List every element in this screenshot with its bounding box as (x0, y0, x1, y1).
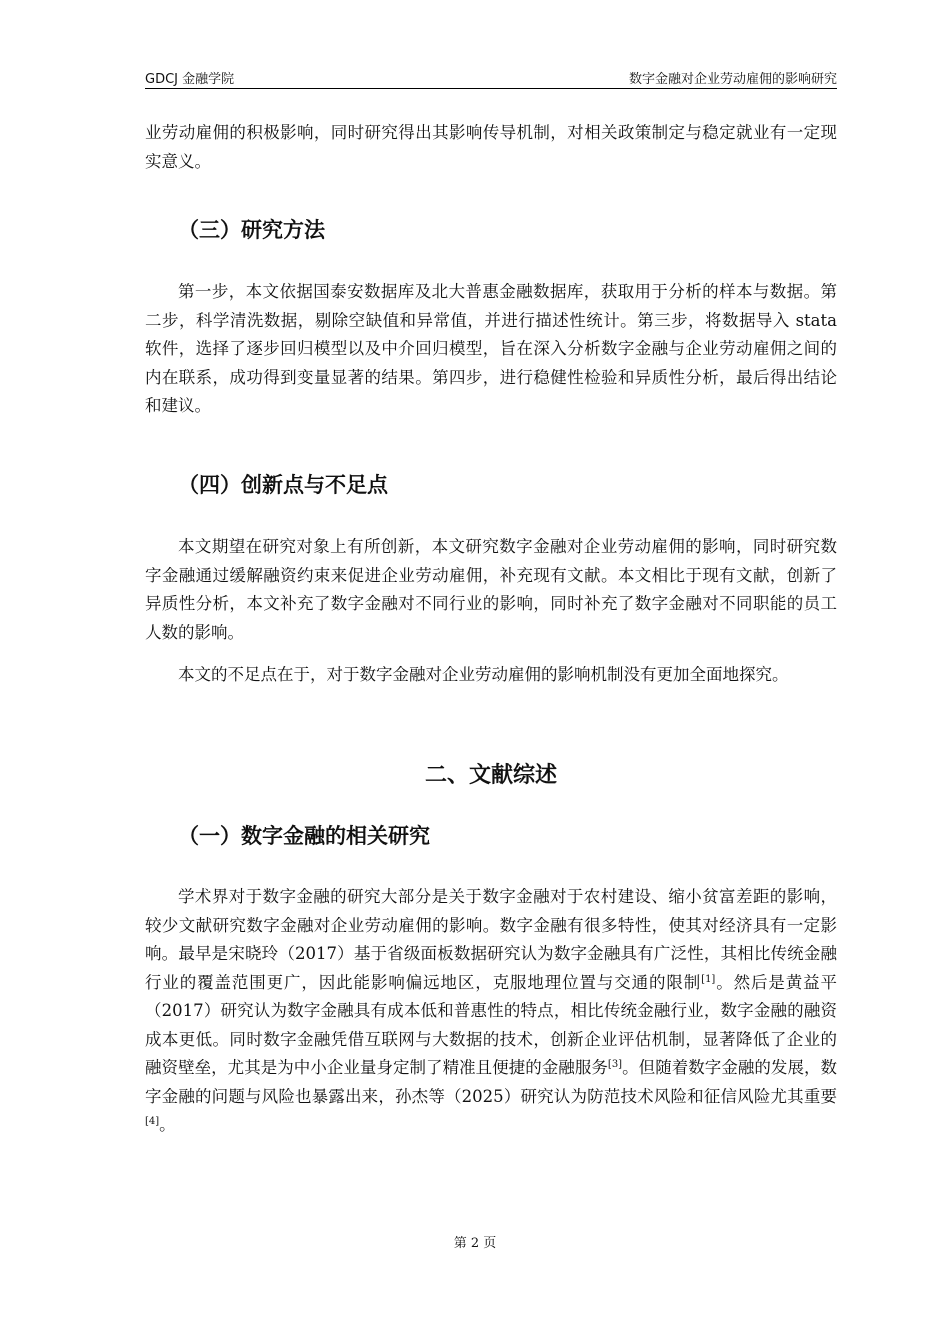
lit-text-part-c: 。但随着数字金融的发展，数字金融的问题与风险也暴露出来，孙杰等（2025）研究认为防范技术风险和征信风险尤其重要 (145, 1058, 838, 1106)
section-heading-research-methods: （三）研究方法 (178, 218, 325, 242)
citation-ref-3: [3] (607, 1059, 623, 1070)
paragraph-innovation: 本文期望在研究对象上有所创新，本文研究数字金融对企业劳动雇佣的影响，同时研究数字金融通过缓解融资约束来促进企业劳动雇佣，补充现有文献。本文相比于现有文献，创新了异质性分析，本文补充了数字金融对不同行业的影响，同时补充了数字金融对不同职能的员工人数的影响。 (145, 537, 837, 642)
lit-text-part-d: 。 (159, 1115, 176, 1134)
section-heading-innovation: （四）创新点与不足点 (178, 473, 388, 497)
page-number: 第 2 页 (453, 1236, 497, 1251)
paragraph-shortcomings: 本文的不足点在于，对于数字金融对企业劳动雇佣的影响机制没有更加全面地探究。 (178, 665, 789, 684)
header-institution: GDCJ 金融学院 (145, 72, 235, 87)
section-heading-digital-finance-research: （一）数字金融的相关研究 (178, 824, 430, 848)
lit-text-part-b: 。然后是黄益平（2017）研究认为数字金融具有成本低和普惠性的特点，相比传统金融行业，数字金融的融资成本更低。同时数字金融凭借互联网与大数据的技术，创新企业评估机制，显著降低了企业的融资壁垒，尤其是为中小企业量身定制了精准且便捷的金融服务 (145, 972, 838, 1077)
page-header (145, 68, 837, 89)
header-thesis-title: 数字金融对企业劳动雇佣的影响研究 (628, 72, 837, 87)
lit-text-part-a: 学术界对于数字金融的研究大部分是关于数字金融对于农村建设、缩小贫富差距的影响，较少文献研究数字金融对企业劳动雇佣的影响。数字金融有很多特性，使其对经济具有一定影响。最早是宋晓玲（2017）基于省级面板数据研究认为数字金融具有广泛性，其相比传统金融行业的覆盖范围更广，因此能影响偏远地区，克服地理位置与交通的限制 (145, 887, 837, 992)
paragraph-literature-review (145, 883, 837, 1140)
chapter-heading-literature-review: 二、文献综述 (424, 763, 557, 788)
citation-ref-4: [4] (145, 1116, 160, 1127)
paragraph-research-methods: 第一步，本文依据国泰安数据库及北大普惠金融数据库，获取用于分析的样本与数据。第二步，科学清洗数据，剔除空缺值和异常值，并进行描述性统计。第三步，将数据导入 stata 软件，选择了逐步回归模型以及中介回归模型，旨在深入分析数字金融与企业劳动雇佣之间的内在联系，成功得到变量显著的结果。第四步，进行稳健性检验和异质性分析，最后得出结论和建议。 (145, 282, 837, 415)
citation-ref-1: [1] (701, 973, 716, 985)
paragraph-intro-continuation: 业劳动雇佣的积极影响，同时研究得出其影响传导机制，对相关政策制定与稳定就业有一定现实意义。 (145, 123, 837, 171)
